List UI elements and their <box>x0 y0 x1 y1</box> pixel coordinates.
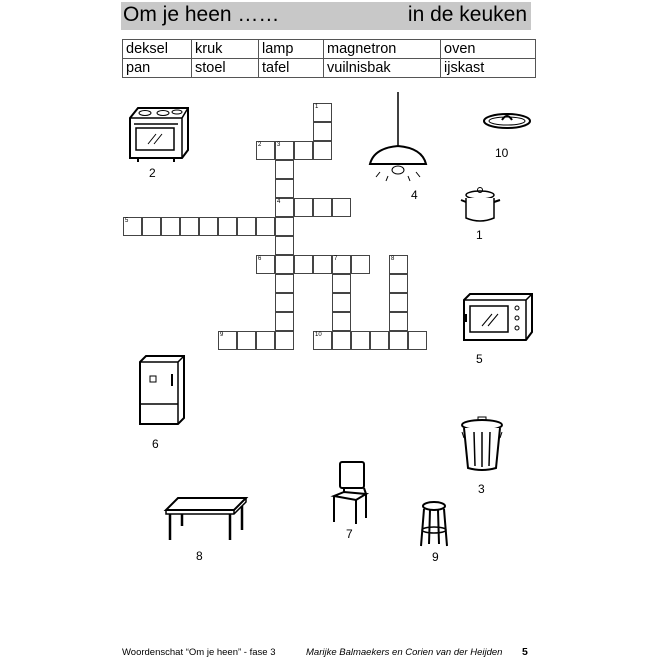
clue-number: 4 <box>277 199 281 205</box>
crossword-cell[interactable] <box>351 331 370 350</box>
clue-number: 3 <box>277 142 281 148</box>
picture-number: 7 <box>346 527 353 541</box>
picture-number: 2 <box>149 166 156 180</box>
word-cell: lamp <box>259 40 324 59</box>
crossword-cell[interactable] <box>275 160 294 179</box>
page-number: 5 <box>522 646 528 658</box>
stoel-picture <box>330 460 372 526</box>
crossword-cell[interactable] <box>389 312 408 331</box>
word-bank-row <box>123 59 536 78</box>
lamp-picture <box>366 92 430 182</box>
footer-series: Woordenschat “Om je heen” - fase 3 <box>122 647 276 658</box>
crossword-cell[interactable] <box>313 122 332 141</box>
picture-number: 9 <box>432 550 439 564</box>
picture-number: 10 <box>495 146 509 160</box>
crossword-cell[interactable] <box>275 236 294 255</box>
magnetron-picture <box>462 292 534 342</box>
crossword-cell[interactable] <box>332 331 351 350</box>
picture-number: 5 <box>476 352 483 366</box>
crossword-cell[interactable] <box>389 274 408 293</box>
crossword-cell[interactable] <box>351 255 370 274</box>
crossword-cell[interactable] <box>275 331 294 350</box>
ijskast-picture <box>138 354 186 426</box>
word-cell: tafel <box>259 59 324 78</box>
crossword-cell[interactable] <box>275 255 294 274</box>
word-bank-row <box>123 40 536 59</box>
picture-number: 1 <box>476 228 483 242</box>
clue-number: 7 <box>334 256 338 262</box>
crossword-cell[interactable] <box>275 217 294 236</box>
crossword-cell[interactable] <box>313 255 332 274</box>
crossword-cell[interactable] <box>275 198 294 217</box>
clue-number: 10 <box>315 332 322 338</box>
crossword-cell[interactable] <box>218 331 237 350</box>
crossword-cell[interactable] <box>275 274 294 293</box>
crossword-cell[interactable] <box>332 312 351 331</box>
deksel-picture <box>482 108 532 130</box>
word-cell: stoel <box>192 59 259 78</box>
crossword-cell[interactable] <box>332 255 351 274</box>
crossword-cell[interactable] <box>199 217 218 236</box>
clue-number: 8 <box>391 256 395 262</box>
crossword-cell[interactable] <box>370 331 389 350</box>
crossword-cell[interactable] <box>408 331 427 350</box>
tafel-picture <box>164 496 248 542</box>
crossword-cell[interactable] <box>256 331 275 350</box>
crossword-cell[interactable] <box>123 217 142 236</box>
vuilnisbak-picture <box>460 416 504 472</box>
crossword-cell[interactable] <box>332 198 351 217</box>
crossword-cell[interactable] <box>218 217 237 236</box>
crossword-cell[interactable] <box>389 255 408 274</box>
word-cell: deksel <box>123 40 192 59</box>
crossword-cell[interactable] <box>275 141 294 160</box>
crossword-cell[interactable] <box>313 198 332 217</box>
crossword-cell[interactable] <box>294 255 313 274</box>
word-cell: ijskast <box>441 59 536 78</box>
clue-number: 6 <box>258 256 262 262</box>
crossword-cell[interactable] <box>389 331 408 350</box>
picture-number: 4 <box>411 188 418 202</box>
crossword-cell[interactable] <box>180 217 199 236</box>
crossword-cell[interactable] <box>142 217 161 236</box>
crossword-cell[interactable] <box>332 274 351 293</box>
clue-number: 2 <box>258 142 262 148</box>
picture-number: 6 <box>152 437 159 451</box>
picture-number: 8 <box>196 549 203 563</box>
word-bank <box>122 39 536 78</box>
picture-number: 3 <box>478 482 485 496</box>
word-cell: kruk <box>192 40 259 59</box>
crossword-cell[interactable] <box>256 255 275 274</box>
clue-number: 1 <box>315 104 319 110</box>
word-cell: oven <box>441 40 536 59</box>
crossword-cell[interactable] <box>256 217 275 236</box>
crossword-cell[interactable] <box>161 217 180 236</box>
crossword-cell[interactable] <box>313 103 332 122</box>
crossword-cell[interactable] <box>313 141 332 160</box>
title-right: in de keuken <box>407 3 527 26</box>
crossword-cell[interactable] <box>275 179 294 198</box>
word-cell: pan <box>123 59 192 78</box>
pan-picture <box>460 186 502 224</box>
crossword-cell[interactable] <box>237 331 256 350</box>
crossword-cell[interactable] <box>294 198 313 217</box>
clue-number: 5 <box>125 218 129 224</box>
title-bar <box>121 2 531 30</box>
crossword-cell[interactable] <box>275 293 294 312</box>
kruk-picture <box>418 500 450 548</box>
crossword-cell[interactable] <box>256 141 275 160</box>
clue-number: 9 <box>220 332 224 338</box>
crossword-cell[interactable] <box>313 331 332 350</box>
crossword-cell[interactable] <box>237 217 256 236</box>
oven-picture <box>128 106 190 162</box>
crossword-cell[interactable] <box>389 293 408 312</box>
word-cell: vuilnisbak <box>324 59 441 78</box>
crossword-cell[interactable] <box>332 293 351 312</box>
title-left: Om je heen …… <box>123 3 280 26</box>
crossword-cell[interactable] <box>294 141 313 160</box>
word-cell: magnetron <box>324 40 441 59</box>
footer-authors: Marijke Balmaekers en Corien van der Heijden <box>306 647 503 658</box>
crossword-cell[interactable] <box>275 312 294 331</box>
